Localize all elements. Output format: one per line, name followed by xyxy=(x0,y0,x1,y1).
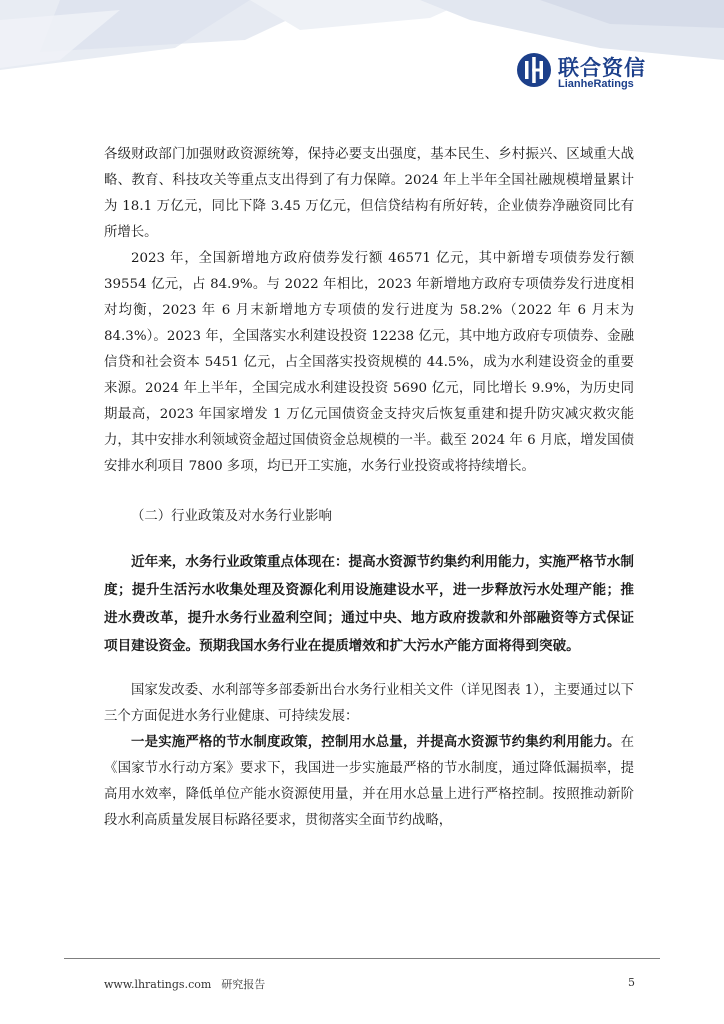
section-heading: （二）行业政策及对水务行业影响 xyxy=(131,509,332,524)
company-logo xyxy=(516,52,646,96)
paragraph-water-saving xyxy=(104,730,634,834)
footer-website-link[interactable]: www.lhratings.com xyxy=(104,978,212,991)
water-saving-text: 在《国家节水行动方案》要求下，我国进一步实施最严格的节水制度，通过降低漏损率，提高用水效率，降低单位产能水资源使用量，并在用水总量上进行严格控制。按照推动新阶段水利高质量发展目标路径要求，贯彻落实全面节约战略， xyxy=(104,735,634,828)
page-number: 5 xyxy=(628,976,635,989)
water-saving-lead: 一是实施严格的节水制度政策，控制用水总量，并提高水资源节约集约利用能力。 xyxy=(131,735,621,750)
paragraph-financing: 各级财政部门加强财政资源统筹，保持必要支出强度，基本民生、乡村振兴、区域重大战略、教育、科技攻关等重点支出得到了有力保障。2024 年上半年全国社融规模增量累计为 18.1 万亿元，同比下降 3.45 万亿元，但信贷结构有所好转，企业债券净融资同比有所增长。 xyxy=(104,147,634,240)
policy-summary: 近年来，水务行业政策重点体现在：提高水资源节约集约利用能力，实施严格节水制度；提升生活污水收集处理及资源化利用设施建设水平，进一步释放污水处理产能；推进水费改革，提升水务行业盈利空间；通过中央、地方政府拨款和外部融资等方式保证项目建设资金。预期我国水务行业在提质增效和扩大污水产能方面将得到突破。 xyxy=(104,554,634,654)
report-body xyxy=(104,142,634,834)
paragraph-policy-intro: 国家发改委、水利部等多部委新出台水务行业相关文件（详见图表 1），主要通过以下三个方面促进水务行业健康、可持续发展： xyxy=(104,683,634,724)
footer-info xyxy=(104,976,275,992)
paragraph-bond-issuance: 2023 年，全国新增地方政府债券发行额 46571 亿元，其中新增专项债券发行额 39554 亿元，占 84.9%。与 2022 年相比，2023 年新增地方政府专项债券发行进度相对均衡，2023 年 6 月末新增地方专项债的发行进度为 58.2%（2022 年 6 月末为 84.3%）。2023 年，全国落实水利建设投资 12238 亿元，其中地方政府专项债券、金融信贷和社会资本 5451 亿元，占全国落实投资规模的 44.5%，成为水利建设资金的重要来源。2024 年上半年，全国完成水利建设投资 5690 亿元，同比增长 9.9%，为历史同期最高，2023 年国家增发 1 万亿元国债资金支持灾后恢复重建和提升防灾减灾救灾能力，其中安排水利领域资金超过国债资金总规模的一半。截至 2024 年 6 月底，增发国债安排水利项目 7800 多项，均已开工实施，水务行业投资或将持续增长。 xyxy=(104,251,634,474)
logo-english-name: LianheRatings xyxy=(558,78,634,90)
footer-report-type: 研究报告 xyxy=(221,978,266,991)
logo-chinese-name: 联合资信 xyxy=(558,56,646,80)
lianhe-logo-icon xyxy=(516,52,552,88)
footer-divider xyxy=(64,958,660,959)
